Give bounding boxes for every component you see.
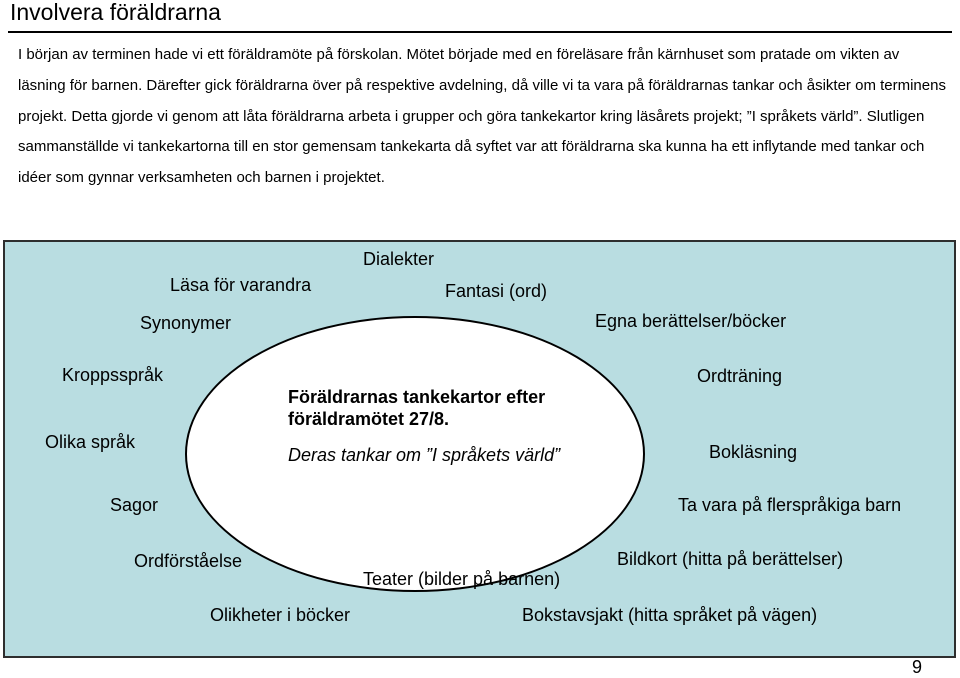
topic-sagor: Sagor [110,495,159,515]
topic-bildkort: Bildkort (hitta på berättelser) [617,549,844,569]
topic-synonymer: Synonymer [140,313,232,333]
topic-olikheter-i-bocker: Olikheter i böcker [210,605,351,625]
mindmap-center-title: Föräldrarnas tankekartor efter föräldramötet 27/8. [288,387,546,429]
topic-egna-berattelser: Egna berättelser/böcker [595,311,787,331]
intro-paragraph: I början av terminen hade vi ett föräldramöte på förskolan. Mötet började med en föreläsare från kärnhuset som pratade om vikten av läsning för barnen. Därefter gick föräldrarna över på respektive avdelning, då ville vi ta vara på föräldrarnas tankar och åsikter om terminens projekt. Detta gjorde vi genom att låta föräldrarna arbeta i grupper och göra tankekartor kring läsårets projekt; ”I språkets värld”. Slutligen sammanställde vi tankekartorna till en stor gemensam tankekarta då syftet var att föräldrarna ska kunna ha ett inflytande med tankar och idéer som gynnar verksamheten och barnen i projektet. [18,46,946,187]
topic-ta-vara-flersprakiga: Ta vara på flerspråkiga barn [678,495,902,515]
page-number: 9 [911,657,922,677]
topic-bokstavsjakt: Bokstavsjakt (hitta språket på vägen) [522,605,818,625]
mindmap-center-subtitle: Deras tankar om ”I språkets värld” [288,445,561,465]
title-underline [8,31,952,33]
topic-kroppssprak: Kroppsspråk [62,365,164,385]
topic-boklasning: Bokläsning [709,442,798,462]
topic-olika-sprak: Olika språk [45,432,136,452]
topic-fantasi: Fantasi (ord) [445,281,548,301]
page-title: Involvera föräldrarna [10,0,221,25]
topic-lasa-for-varandra: Läsa för varandra [170,275,312,295]
topic-teater: Teater (bilder på barnen) [363,569,561,589]
topic-dialekter: Dialekter [363,249,435,269]
topic-ordforstaelse: Ordförståelse [134,551,243,571]
topic-ordtraning: Ordträning [697,366,783,386]
